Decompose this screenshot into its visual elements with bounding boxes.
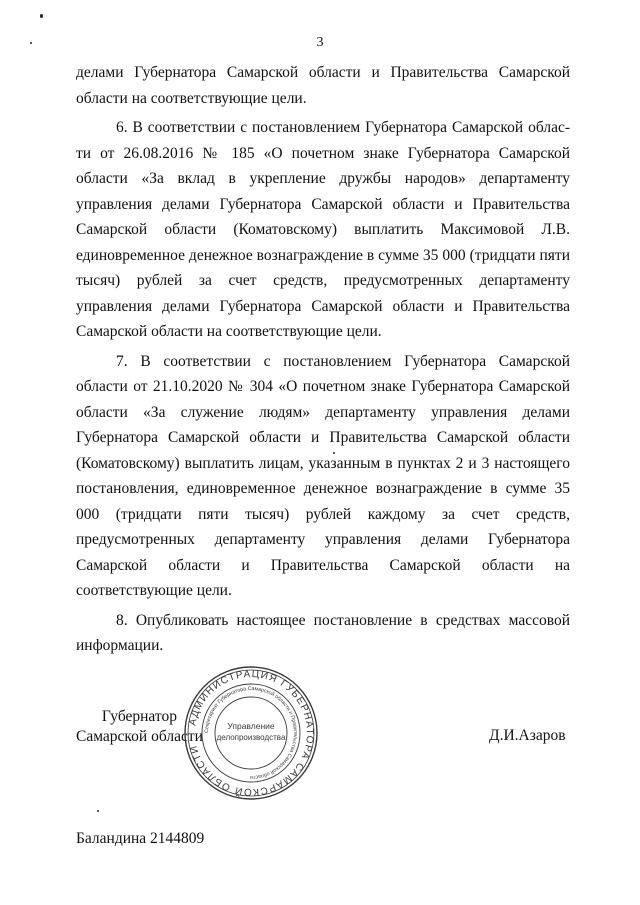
signer-name: Д.И.Азаров [489, 727, 566, 744]
seal-center-line1: Управление [227, 721, 275, 731]
paragraph-item-6: 6. В соответствии с постановлением Губернатора Самарской облас-ти от 26.08.2016 № 185 «О почетном знаке Губернатора Самарской области «За вклад в укрепление дружбы народов» департаменту управления делами Губернатора Самарской области и Правительства Самарской области (Коматовскому) выплатить Максимовой Л.В. единовременное денежное вознаграждение в сумме 35 000 (тридцати пяти тысяч) рублей за счет средств, предусмотренных департаменту управления делами Губернатора Самарской области и Правительства Самарской области на соответствующие цели. [76, 119, 570, 340]
seal-outer-text: АДМИНИСТРАЦИЯ ГУБЕРНАТОРА САМАРСКОЙ ОБЛАСТИ [187, 668, 316, 798]
scan-speck [40, 14, 43, 18]
paragraph-continuation: делами Губернатора Самарской области и Правительства Самарской области на соответствующие цели. [76, 64, 570, 107]
scan-speck [97, 810, 99, 812]
scan-speck [30, 42, 32, 44]
official-seal [181, 663, 321, 803]
scan-speck [333, 452, 335, 454]
signer-title-line2: Самарской области [76, 728, 203, 745]
paragraph-item-7: 7. В соответствии с постановлением Губернатора Самарской области от 21.10.2020 № 304 «О почетном знаке Губернатора Самарской области «За служение людям» департаменту управления делами Губернатора Самарской области и Правительства Самарской области (Коматовскому) выплатить лицам, указанным в пунктах 2 и 3 настоящего постановления, единовременное денежное вознаграждение в сумме 35 000 (тридцати пяти тысяч) рублей каждому за счет средств, предусмотренных департаменту управления делами Губернатора Самарской области и Правительства Самарской области на соответствующие цели. [76, 352, 570, 599]
performer-note: Баландина 2144809 [76, 830, 205, 847]
page-number: 3 [316, 35, 324, 50]
seal-graphic [181, 663, 321, 803]
seal-center-line2: делопроизводства [216, 733, 286, 742]
paragraph-item-8: 8. Опубликовать настоящее постановление в средствах массовой информации. [76, 611, 570, 654]
seal-inner-text: Секретариат Губернатора Самарской области и Правительства Самарской области [203, 685, 299, 781]
document-body [76, 60, 570, 663]
signer-title-line1: Губернатор [101, 708, 177, 725]
